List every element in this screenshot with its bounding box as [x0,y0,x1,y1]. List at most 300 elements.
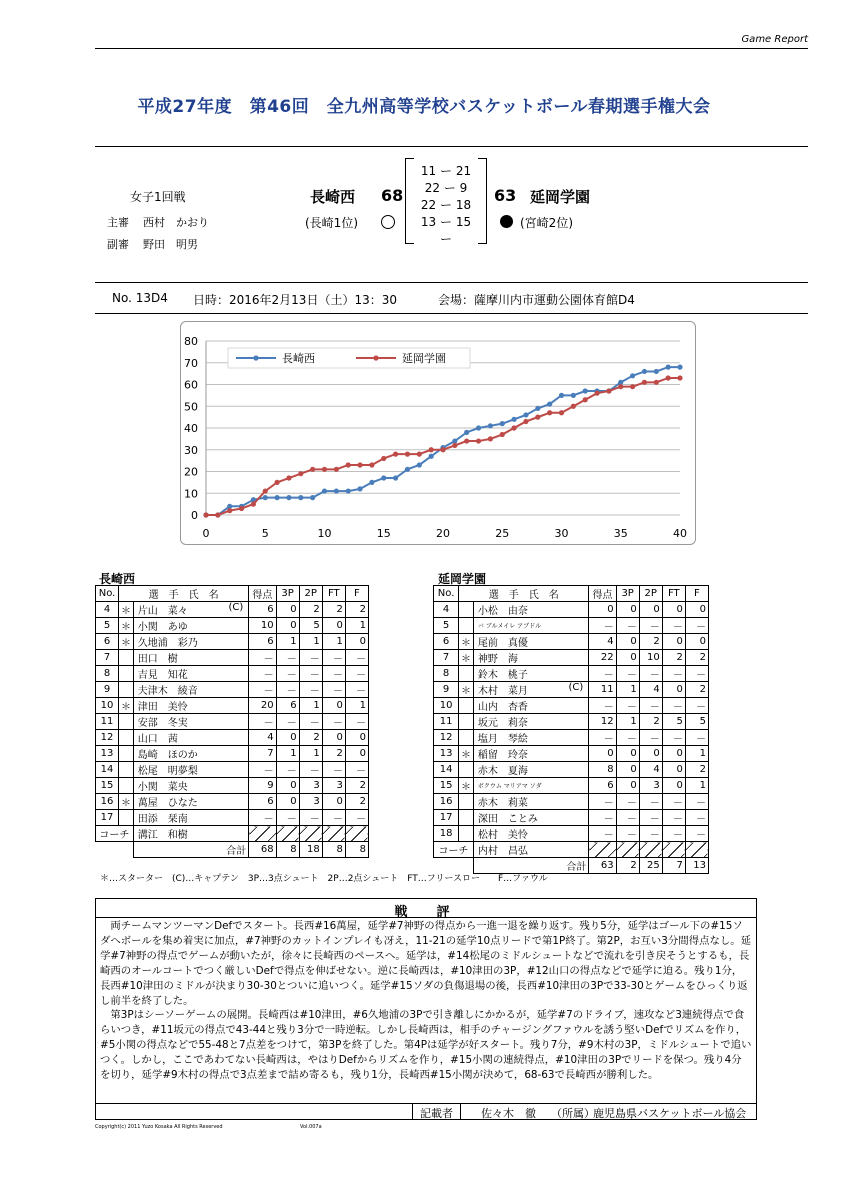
table-row [96,698,369,714]
table-row [96,682,369,698]
data-point [310,467,315,472]
starter-mark [119,714,134,730]
stat-ft: 0 [322,698,345,714]
score-progression-chart [180,321,696,545]
stat-p3: － [276,762,299,778]
report-tag: Game Report [741,34,808,45]
player-number: 11 [434,714,459,730]
data-point [417,462,422,467]
data-point [464,438,469,443]
data-point [227,508,232,513]
player-name-cell [473,778,588,794]
coach-row [434,842,709,858]
stat-ft: － [662,730,685,746]
player-name-cell [133,762,248,778]
data-point [286,495,291,500]
starter-mark: ＊ [119,794,134,810]
total-f: 8 [345,842,368,858]
stat-f: － [345,762,368,778]
stat-p3: 1 [276,634,299,650]
total-f: 13 [685,858,708,874]
stat-p3: 0 [616,650,639,666]
player-name-cell [133,730,248,746]
header-2p: 2P [299,586,322,602]
table-row [434,698,709,714]
data-point [476,438,481,443]
starter-mark [119,762,134,778]
stat-p2: － [299,682,322,698]
player-name: 赤木 夏海 [477,766,528,777]
game-number: No. 13D4 [112,291,168,305]
data-point [666,365,671,370]
player-name-cell [133,746,248,762]
umpire-label: 副審 [107,238,129,251]
player-name: 鈴木 桃子 [477,670,528,681]
table-row [96,618,369,634]
player-name: 塩月 琴絵 [477,734,528,745]
stat-pts: 6 [249,602,276,618]
starter-mark [119,778,134,794]
player-name: 萬屋 ひなた [137,798,198,809]
stat-p3: 0 [276,618,299,634]
player-name-cell [473,826,588,842]
divider [412,1104,413,1120]
data-point [393,452,398,457]
stat-f: 5 [685,714,708,730]
data-point [346,462,351,467]
stat-p3: － [616,730,639,746]
data-point [381,456,386,461]
stat-f: － [345,810,368,826]
stat-p3: － [616,698,639,714]
starter-mark [459,762,474,778]
total-ft: 8 [322,842,345,858]
header-f: F [685,586,708,602]
stat-pts: 12 [589,714,616,730]
data-point [547,401,552,406]
starter-mark: ＊ [459,746,474,762]
player-name: 山口 茜 [137,734,178,745]
stat-pts: 6 [589,778,616,794]
page-title: 平成27年度 第46回 全九州高等学校バスケットボール春期選手権大会 [137,97,711,117]
data-point [357,486,362,491]
stat-pts: 10 [249,618,276,634]
data-point [583,397,588,402]
player-name-cell [133,714,248,730]
starter-mark [459,714,474,730]
data-point [571,404,576,409]
quarter-3: 22 ー 18 [420,198,472,212]
stat-ft: － [662,698,685,714]
stat-ft: － [662,826,685,842]
stat-p3: － [616,618,639,634]
x-tick-label: 0 [202,527,210,540]
stat-f: 2 [345,778,368,794]
starter-mark [119,746,134,762]
stat-pts: 0 [589,746,616,762]
starter-mark [459,730,474,746]
x-tick-label: 30 [554,527,569,540]
home-score: 68 [381,186,404,205]
x-tick-label: 10 [317,527,332,540]
player-number: 14 [434,762,459,778]
data-point [346,488,351,493]
quarter-scores [406,163,486,248]
referee-label: 主審 [107,216,129,229]
player-number: 6 [96,634,119,650]
player-number: 9 [434,682,459,698]
player-name: 久地浦 彩乃 [137,638,198,649]
divider [96,917,756,918]
y-tick-label: 30 [184,443,198,457]
player-number: 15 [96,778,119,794]
y-tick-label: 0 [191,509,198,522]
data-point [405,452,410,457]
table-row [434,730,709,746]
stat-p2: － [639,666,662,682]
total-label: 合計 [133,842,248,858]
data-point [263,495,268,500]
data-point [275,495,280,500]
total-p2: 25 [639,858,662,874]
home-team-name: 長崎西 [310,188,356,206]
starter-mark [119,666,134,682]
stat-p3: 0 [276,730,299,746]
away-score: 63 [494,186,517,205]
header-ft: FT [662,586,685,602]
player-name: 津田 美怜 [137,702,188,713]
data-point [417,452,422,457]
stat-f: － [685,698,708,714]
stat-ft: － [322,666,345,682]
x-tick-label: 15 [376,527,391,540]
quarter-2: 22 ー 9 [424,181,468,195]
data-point [535,415,540,420]
commentary-footer [96,1103,756,1120]
stat-p2: 0 [639,602,662,618]
data-point [630,384,635,389]
stat-f: 2 [685,682,708,698]
stat-p2: 3 [299,778,322,794]
player-number: 8 [434,666,459,682]
round-label: 女子1回戦 [130,190,186,204]
commentary-paragraph: 両チームマンツーマンDefでスタート。長西#16萬屋，延学#7神野の得点から一進一退を繰り返す。残り5分，延学はゴール下の#15ソダへボールを集め着実に加点，#7神野のカットインプレイも冴え，11-21の延学10点リードで第1P終了。第2P，お互い3分間得点なし。延学#7神野の得点でゲームが動いたが，徐々に長崎西のペースへ。延学は，#14松尾のミドルシュートなどで流れを引き戻そうとするも，長崎西のオールコートでつく厳しいDefで得点を伸ばせない。逆に長崎西は，#10津田の3P，#12山口の得点などで延学に迫る。残り1分，長西#10津田のミドルが決まり30-30とついに追いつく。延学#15ソダの負傷退場の後，長西#10津田の3Pで33-30とゲームをひっくり返し前半を終了した。 [100,920,752,1007]
header-pts: 得点 [589,586,616,602]
stat-f: － [345,682,368,698]
stat-ft: － [322,810,345,826]
player-name-cell [473,602,588,618]
stat-p3: 1 [616,682,639,698]
stat-pts: 6 [249,634,276,650]
stat-ft: 1 [322,634,345,650]
starter-mark: ＊ [119,634,134,650]
stat-p2: － [299,666,322,682]
player-name: 木村 菜月 [477,686,528,697]
table-row [434,762,709,778]
table-row [434,778,709,794]
table-row [434,794,709,810]
table-row [434,602,709,618]
starter-mark [119,682,134,698]
player-name: 坂元 莉奈 [477,718,528,729]
stat-ft: － [322,714,345,730]
header-3p: 3P [276,586,299,602]
data-point [618,384,623,389]
divider [95,282,808,283]
player-number: 17 [96,810,119,826]
stat-p3: － [616,666,639,682]
data-point [500,421,505,426]
hatched-cell [662,842,685,858]
table-row [96,810,369,826]
stat-pts: 9 [249,778,276,794]
hatched-cell [685,842,708,858]
stat-p3: － [616,826,639,842]
player-name: 松村 美怜 [477,830,528,841]
player-number: 5 [434,618,459,634]
commentary-box [95,898,757,1120]
player-name: 深田 ことみ [477,814,538,825]
player-name: 神野 海 [477,654,518,665]
starter-mark: ＊ [459,650,474,666]
data-point [263,488,268,493]
player-name-cell [473,746,588,762]
y-tick-label: 10 [184,487,198,501]
umpire-name: 野田 明男 [143,238,198,251]
away-stats-table [433,585,709,874]
data-point [654,380,659,385]
data-point [381,475,386,480]
player-number: 16 [434,794,459,810]
stat-p2: 1 [299,634,322,650]
stat-ft: 0 [662,762,685,778]
data-point [334,488,339,493]
player-name: 島崎 ほのか [137,750,198,761]
player-number: 6 [434,634,459,650]
player-number: 18 [434,826,459,842]
stat-ft: 0 [662,682,685,698]
table-row [434,826,709,842]
stat-f: － [685,618,708,634]
captain-mark: (C) [568,682,584,693]
stat-p2: 2 [639,714,662,730]
stat-ft: 2 [322,602,345,618]
stat-p2: 2 [299,602,322,618]
stat-f: － [345,714,368,730]
stat-p2: － [639,618,662,634]
affiliation-label: （所属） [551,1107,595,1120]
player-number: 12 [434,730,459,746]
game-datetime: 日時：2016年2月13日（土）13：30 [193,293,397,307]
data-point [405,467,410,472]
legend-label: 長崎西 [282,352,315,365]
player-name-cell [133,650,248,666]
stat-p3: － [276,650,299,666]
hatched-cell [249,826,276,842]
data-point [239,506,244,511]
header-f: F [345,586,368,602]
legend-label: 延岡学園 [402,352,446,365]
player-name-cell [473,714,588,730]
data-point [559,410,564,415]
data-point [488,436,493,441]
stat-p2: 4 [639,762,662,778]
stat-p3: 0 [276,602,299,618]
y-tick-label: 60 [184,378,198,392]
stat-p2: 1 [299,698,322,714]
table-row [96,634,369,650]
stat-f: 0 [685,602,708,618]
player-number: 16 [96,794,119,810]
table-row [96,762,369,778]
stat-p2: 2 [639,634,662,650]
data-point [642,369,647,374]
player-number: 8 [96,666,119,682]
data-point [251,502,256,507]
home-stats-table [95,585,369,858]
data-point [452,443,457,448]
blank-cell [96,842,134,858]
table-row [434,682,709,698]
player-name: ボクウム マリアマ ソダ [477,783,542,790]
quarter-1: 11 ー 21 [420,164,472,178]
data-point [512,425,517,430]
overtime: ー [439,232,452,246]
header-ft: FT [322,586,345,602]
stat-f: 2 [685,650,708,666]
affiliation: 鹿児島県バスケットボール協会 [593,1107,747,1120]
starter-mark [459,602,474,618]
game-venue: 会場：薩摩川内市運動公園体育館D4 [438,293,635,307]
player-number: 10 [96,698,119,714]
total-p3: 2 [616,858,639,874]
stat-f: － [685,810,708,826]
stat-f: 2 [685,762,708,778]
stat-pts: － [589,794,616,810]
data-point [500,432,505,437]
stat-p2: 3 [639,778,662,794]
stat-pts: 6 [249,794,276,810]
captain-mark: (C) [228,602,244,613]
coach-name: 内村 昌弘 [473,842,588,858]
player-name-cell [473,698,588,714]
player-name: 稲留 玲奈 [477,750,528,761]
stat-p2: － [299,762,322,778]
player-name: 松尾 明夢梨 [137,766,198,777]
stat-p3: － [276,810,299,826]
stat-p3: 0 [616,634,639,650]
stat-p2: － [639,810,662,826]
player-name-cell [473,810,588,826]
home-seed: (長崎1位) [305,216,358,230]
starter-mark [459,666,474,682]
table-row [434,746,709,762]
stat-p2: 1 [299,746,322,762]
player-name: 夫津木 綾音 [137,686,198,697]
stat-p2: 4 [639,682,662,698]
data-point [606,388,611,393]
player-number: 4 [96,602,119,618]
stat-pts: 0 [589,602,616,618]
stat-f: 2 [345,794,368,810]
header-3p: 3P [616,586,639,602]
player-name-cell [473,762,588,778]
hatched-cell [589,842,616,858]
coach-label: コーチ [96,826,134,842]
player-number: 10 [434,698,459,714]
data-point [310,495,315,500]
stat-ft: － [662,618,685,634]
data-point [642,380,647,385]
stat-ft: 0 [322,730,345,746]
player-name-cell [473,618,588,634]
player-name: バ ブルメイレ アブドル [477,623,542,630]
stat-f: － [685,794,708,810]
data-point [630,373,635,378]
total-label: 合計 [473,858,588,874]
y-tick-label: 40 [184,422,198,435]
data-point [488,423,493,428]
player-name: 田添 栞南 [137,814,188,825]
data-point [440,447,445,452]
starter-mark [459,618,474,634]
player-name: 吉見 知花 [137,670,188,681]
stat-f: － [685,826,708,842]
copyright: Copyright(c) 2011 Yuzo Kosaka All Rights Reserved [95,1124,223,1130]
header-2p: 2P [639,586,662,602]
stat-pts: － [249,666,276,682]
player-name-cell [473,730,588,746]
stat-pts: － [249,714,276,730]
header-name: 選 手 氏 名 [459,586,589,602]
stat-ft: － [322,682,345,698]
data-point [215,512,220,517]
stat-pts: － [249,762,276,778]
recorder-label: 記載者 [420,1107,453,1120]
table-row [434,714,709,730]
loss-dot-icon [500,215,513,228]
stat-pts: － [589,698,616,714]
data-point [464,430,469,435]
stat-ft: 3 [322,778,345,794]
stat-ft: 2 [662,650,685,666]
data-point [476,425,481,430]
player-name: 小松 由奈 [477,606,528,617]
player-name-cell [133,810,248,826]
data-point [369,462,374,467]
total-ft: 7 [662,858,685,874]
data-point [512,417,517,422]
divider [95,313,808,314]
total-p2: 18 [299,842,322,858]
data-point [334,467,339,472]
stat-p2: 10 [639,650,662,666]
player-name: 安部 冬実 [137,718,188,729]
data-point [654,369,659,374]
total-pts: 68 [249,842,276,858]
player-name: 片山 菜々 [137,606,188,617]
starter-mark [459,698,474,714]
stat-f: 1 [345,618,368,634]
data-point [429,447,434,452]
coach-row [96,826,369,842]
stat-f: 1 [345,698,368,714]
table-row [434,666,709,682]
stat-ft: 0 [322,794,345,810]
starter-mark: ＊ [119,602,134,618]
total-p3: 8 [276,842,299,858]
hatched-cell [276,826,299,842]
